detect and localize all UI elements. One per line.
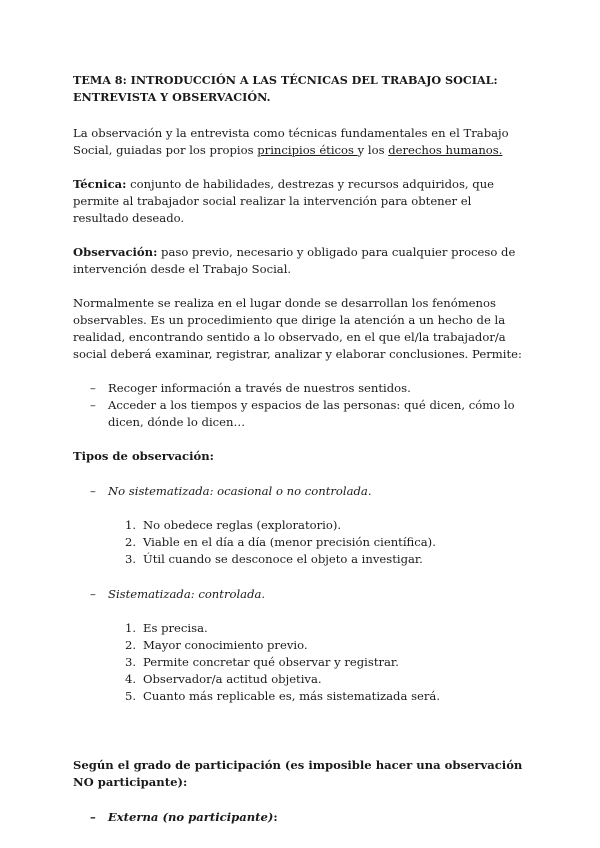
list-item: 3. Permite concretar qué observar y registrar. — [125, 655, 399, 669]
intro-text: La observación y la entrevista como técnicas fundamentales en el Trabajo Social, guiadas por los propios — [73, 126, 509, 157]
link-principios-eticos[interactable]: principios éticos — [257, 143, 358, 157]
list-item: – Recoger información a través de nuestros sentidos. — [73, 380, 530, 397]
externa-dash: – — [90, 810, 96, 824]
list-item: 5. Cuanto más replicable es, más sistematizada será. — [125, 689, 441, 703]
list-item: 1. No obedece reglas (exploratorio). — [125, 518, 342, 532]
observacion-definition — [73, 244, 530, 278]
permite-list — [73, 380, 530, 431]
sistematizada-label: – Sistematizada: controlada. — [73, 586, 530, 603]
tipos-heading: Tipos de observación: — [73, 449, 214, 463]
sistematizada-block — [73, 586, 530, 603]
no-sistematizada-block — [73, 483, 530, 500]
intro-paragraph — [73, 125, 530, 159]
list-item: 3. Útil cuando se desconoce el objeto a investigar. — [125, 552, 423, 566]
externa-colon: : — [273, 810, 278, 824]
no-sistematizada-label: – No sistematizada: ocasional o no controlada. — [73, 483, 530, 500]
body-paragraph: Normalmente se realiza en el lugar donde se desarrollan los fenómenos observables. Es un procedimiento que dirige la atención a un hecho de la realidad, encontrando sentido a lo observado, en el que el/la trabajador/a social deberá examinar, registrar, analizar y elaborar conclusiones. Permite: — [73, 296, 522, 361]
intro-mid: y los — [357, 143, 389, 157]
observacion-def: paso previo, necesario y obligado para cualquier proceso de intervención desde el Trabajo Social. — [73, 245, 516, 276]
observacion-term: Observación: — [73, 245, 158, 259]
list-item: – Acceder a los tiempos y espacios de las personas: qué dicen, cómo lo dicen, dónde lo dicen… — [73, 397, 530, 431]
list-item: 2. Mayor conocimiento previo. — [125, 638, 308, 652]
link-derechos-humanos[interactable]: derechos humanos. — [388, 143, 503, 157]
list-item: 2. Viable en el día a día (menor precisión científica). — [125, 535, 436, 549]
no-sistematizada-list — [73, 517, 530, 568]
list-item: 1. Es precisa. — [125, 621, 208, 635]
tecnica-def: conjunto de habilidades, destrezas y recursos adquiridos, que permite al trabajador social realizar la intervención para obtener el resultado deseado. — [73, 177, 495, 225]
externa-label: Externa (no participante) — [107, 810, 274, 824]
list-item: 4. Observador/a actitud objetiva. — [125, 672, 322, 686]
document-title: TEMA 8: INTRODUCCIÓN A LAS TÉCNICAS DEL TRABAJO SOCIAL: ENTREVISTA Y OBSERVACIÓN. — [73, 73, 498, 104]
externa-item — [73, 809, 530, 826]
participacion-heading: Según el grado de participación (es imposible hacer una observación NO participante): — [73, 758, 523, 789]
tecnica-term: Técnica: — [73, 177, 127, 191]
sistematizada-list — [73, 620, 530, 705]
tecnica-definition — [73, 176, 530, 227]
spacer — [73, 723, 530, 757]
